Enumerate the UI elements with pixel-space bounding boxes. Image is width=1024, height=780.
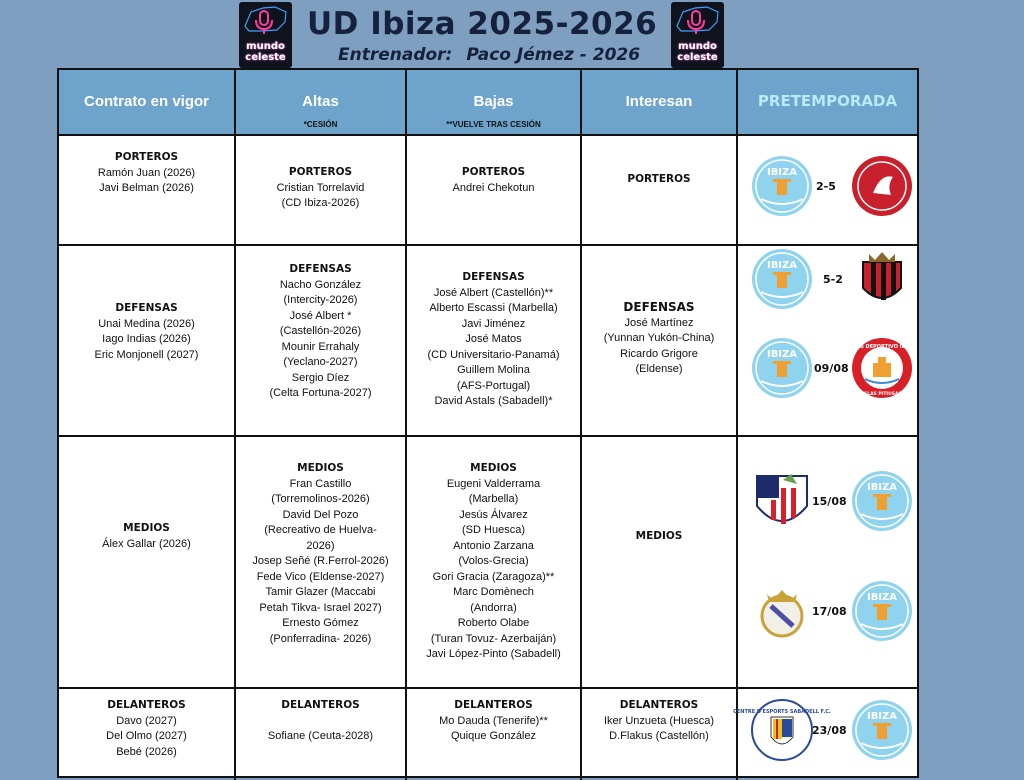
player-entry: Iago Indias (2026): [102, 333, 191, 345]
player-entry: Iker Unzueta (Huesca): [603, 714, 715, 727]
section-title: PORTEROS: [114, 151, 179, 163]
section-title: PORTEROS: [627, 173, 691, 185]
match-score: 09/08: [814, 362, 849, 375]
player-entry: José Martínez: [624, 316, 694, 329]
player-entry: Unai Medina (2026): [98, 317, 195, 330]
cell-signings-forwards: [236, 689, 407, 780]
cell-departures-midfielders: [407, 437, 582, 687]
player-entry: Antonio Zarzana: [453, 539, 534, 552]
table-header-row: [59, 70, 917, 136]
player-entry: Sergio Díez: [291, 371, 350, 384]
player-entry: (Castellón-2026): [279, 325, 362, 337]
ibiza-crest-icon: [851, 580, 913, 642]
player-entry: (Intercity-2026): [283, 294, 358, 306]
cell-interest-forwards: [582, 689, 738, 780]
section-title: DELANTEROS: [281, 699, 360, 711]
section-title: MEDIOS: [635, 530, 683, 542]
svg-text:CENTRE D'ESPORTS SABADELL F.C.: CENTRE D'ESPORTS SABADELL F.C.: [733, 709, 831, 715]
section-title: PORTEROS: [288, 166, 353, 178]
header-interest: Interesan: [582, 70, 738, 134]
svg-text:IBIZA: IBIZA: [866, 482, 898, 493]
player-entry: Petah Tikva- Israel 2027): [259, 601, 382, 614]
cell-interest-defenders: [582, 246, 738, 435]
section-title: DEFENSAS: [289, 263, 352, 275]
player-entry: Gori Gracia (Zaragoza)**: [432, 570, 555, 583]
player-entry: (Eldense): [635, 363, 683, 375]
player-entry: Jesús Álvarez: [459, 508, 528, 521]
cd-ibiza-crest-icon: [851, 337, 913, 399]
player-entry: Andrei Chekotun: [452, 181, 535, 194]
player-entry: (Turan Tovuz- Azerbaiján): [430, 632, 557, 645]
page-header: [0, 0, 1024, 70]
player-entry: Javi López-Pinto (Sabadell): [426, 648, 561, 660]
cell-departures-goalkeepers: [407, 136, 582, 244]
player-entry: (Yunnan Yukón-China): [603, 332, 715, 344]
player-entry: Marc Domènech: [453, 586, 534, 598]
section-title: DELANTEROS: [454, 699, 533, 711]
coach-line: [338, 45, 640, 65]
match-score: 17/08: [812, 605, 847, 618]
departures-note: **VUELVE TRAS CESIÓN: [446, 120, 541, 129]
player-entry: (Marbella): [468, 493, 519, 505]
microphone-icon: [249, 8, 279, 36]
player-entry: (AFS-Portugal): [456, 379, 531, 392]
cell-contract-goalkeepers: [59, 136, 236, 244]
player-entry: (Volos-Grecia): [458, 555, 529, 567]
player-entry: Mo Dauda (Tenerife)**: [439, 714, 548, 727]
player-entry: (SD Huesca): [462, 524, 525, 536]
player-entry: David Del Pozo: [282, 508, 359, 521]
cell-interest-midfielders: [582, 437, 738, 687]
ibiza-crest-icon: [851, 470, 913, 532]
mundo-celeste-logo: [239, 2, 292, 68]
section-title: PORTEROS: [461, 166, 526, 178]
section-title: MEDIOS: [123, 522, 170, 534]
player-entry: Javi Jiménez: [461, 317, 526, 330]
cell-signings-defenders: [236, 246, 407, 435]
player-entry: Eugeni Valderrama: [446, 477, 541, 490]
player-entry: Davo (2027): [116, 714, 177, 727]
player-entry: José Matos: [465, 333, 522, 345]
ibiza-crest-icon: [751, 155, 813, 217]
player-entry: 2026): [306, 539, 335, 552]
header-signings: Altas *CESIÓN: [236, 70, 407, 134]
cell-contract-midfielders: [59, 437, 236, 687]
match-score: 15/08: [812, 495, 847, 508]
svg-text:IBIZA: IBIZA: [766, 167, 798, 178]
player-entry: (Andorra): [470, 601, 517, 614]
svg-text:ISLAS PITIUSAS: ISLAS PITIUSAS: [862, 392, 902, 397]
opponent-red-crest-icon: [851, 155, 913, 217]
ibiza-crest-icon: [751, 337, 813, 399]
section-title: MEDIOS: [470, 462, 517, 474]
player-entry: Guillem Molina: [457, 364, 530, 376]
player-entry: Bebé (2026): [116, 745, 177, 758]
atletico-crest-icon: [751, 470, 813, 532]
cell-departures-defenders: [407, 246, 582, 435]
header-contract: Contrato en vigor: [59, 70, 236, 134]
cell-contract-forwards: [59, 689, 236, 780]
svg-text:IBIZA: IBIZA: [866, 711, 898, 722]
player-entry: Del Olmo (2027): [106, 730, 187, 742]
ibiza-crest-icon: [851, 699, 913, 761]
player-entry: Ramón Juan (2026): [97, 166, 196, 179]
mundo-celeste-logo: [671, 2, 724, 68]
player-entry: (Torremolinos-2026): [271, 493, 370, 505]
real-madrid-crest-icon: [751, 580, 813, 642]
microphone-icon: [681, 8, 711, 36]
section-title: DEFENSAS: [462, 271, 525, 283]
player-entry: Ricardo Grigore: [620, 347, 698, 360]
cell-departures-forwards: [407, 689, 582, 780]
cell-contract-defenders: [59, 246, 236, 435]
signings-note: *CESIÓN: [303, 120, 338, 129]
player-entry: Tamir Glazer (Maccabi: [265, 586, 376, 598]
player-entry: Fede Vico (Eldense-2027): [256, 570, 385, 583]
player-entry: Quique González: [451, 730, 536, 742]
player-entry: Roberto Olabe: [457, 617, 530, 629]
player-entry: (CD Universitario-Panamá): [427, 348, 560, 361]
logo-text-top: mundo: [678, 41, 717, 52]
player-entry: Javi Belman (2026): [99, 182, 194, 194]
player-entry: Eric Monjonell (2027): [94, 348, 199, 361]
player-entry: Ernesto Gómez: [282, 617, 359, 629]
player-entry: Nacho González: [279, 278, 362, 291]
svg-text:IBIZA: IBIZA: [866, 592, 898, 603]
player-entry: (Celta Fortuna-2027): [269, 387, 372, 399]
player-entry: Cristian Torrelavid: [276, 181, 365, 194]
player-entry: D.Flakus (Castellón): [609, 730, 709, 742]
player-entry: Sofiane (Ceuta-2028): [267, 729, 374, 742]
svg-text:IBIZA: IBIZA: [766, 260, 798, 271]
player-entry: (Ponferradina- 2026): [269, 632, 372, 645]
player-entry: (Recreativo de Huelva-: [264, 524, 377, 536]
player-entry: Josep Señé (R.Ferrol-2026): [252, 555, 389, 567]
player-entry: Mounir Errahaly: [281, 340, 360, 353]
header-departures: Bajas **VUELVE TRAS CESIÓN: [407, 70, 582, 134]
section-title: MEDIOS: [297, 462, 344, 474]
logo-text-top: mundo: [246, 41, 285, 52]
coach-label: Entrenador:: [338, 45, 453, 65]
logo-text-bottom: celeste: [677, 52, 718, 63]
coach-name: Paco Jémez - 2026: [466, 45, 641, 65]
svg-text:IBIZA: IBIZA: [766, 349, 798, 360]
svg-text:CLUB DEPORTIVO IBIZA: CLUB DEPORTIVO IBIZA: [849, 344, 915, 350]
section-title: DELANTEROS: [107, 699, 186, 711]
match-score: 23/08: [812, 724, 847, 737]
player-entry: Alberto Escassi (Marbella): [429, 302, 558, 314]
player-entry: Álex Gallar (2026): [102, 537, 191, 550]
cell-signings-goalkeepers: [236, 136, 407, 244]
header-preseason: PRETEMPORADA: [757, 92, 898, 110]
cell-interest-goalkeepers: [582, 136, 738, 244]
ibiza-crest-icon: [751, 248, 813, 310]
player-entry: (CD Ibiza-2026): [281, 197, 360, 209]
player-entry: José Albert *: [289, 309, 352, 322]
player-entry: (Yeclano-2027): [283, 356, 358, 368]
player-entry: Fran Castillo: [289, 477, 352, 490]
section-title: DELANTEROS: [619, 699, 699, 711]
match-score: 2-5: [816, 180, 836, 193]
logo-text-bottom: celeste: [245, 52, 286, 63]
match-score: 5-2: [823, 273, 843, 286]
cell-signings-midfielders: [236, 437, 407, 687]
page-title: UD Ibiza 2025-2026: [307, 6, 658, 42]
section-title: DEFENSAS: [623, 300, 695, 314]
opponent-redblack-crest-icon: [851, 248, 913, 310]
player-entry: David Astals (Sabadell)*: [434, 395, 553, 407]
player-entry: José Albert (Castellón)**: [433, 286, 554, 299]
section-title: DEFENSAS: [115, 302, 178, 314]
